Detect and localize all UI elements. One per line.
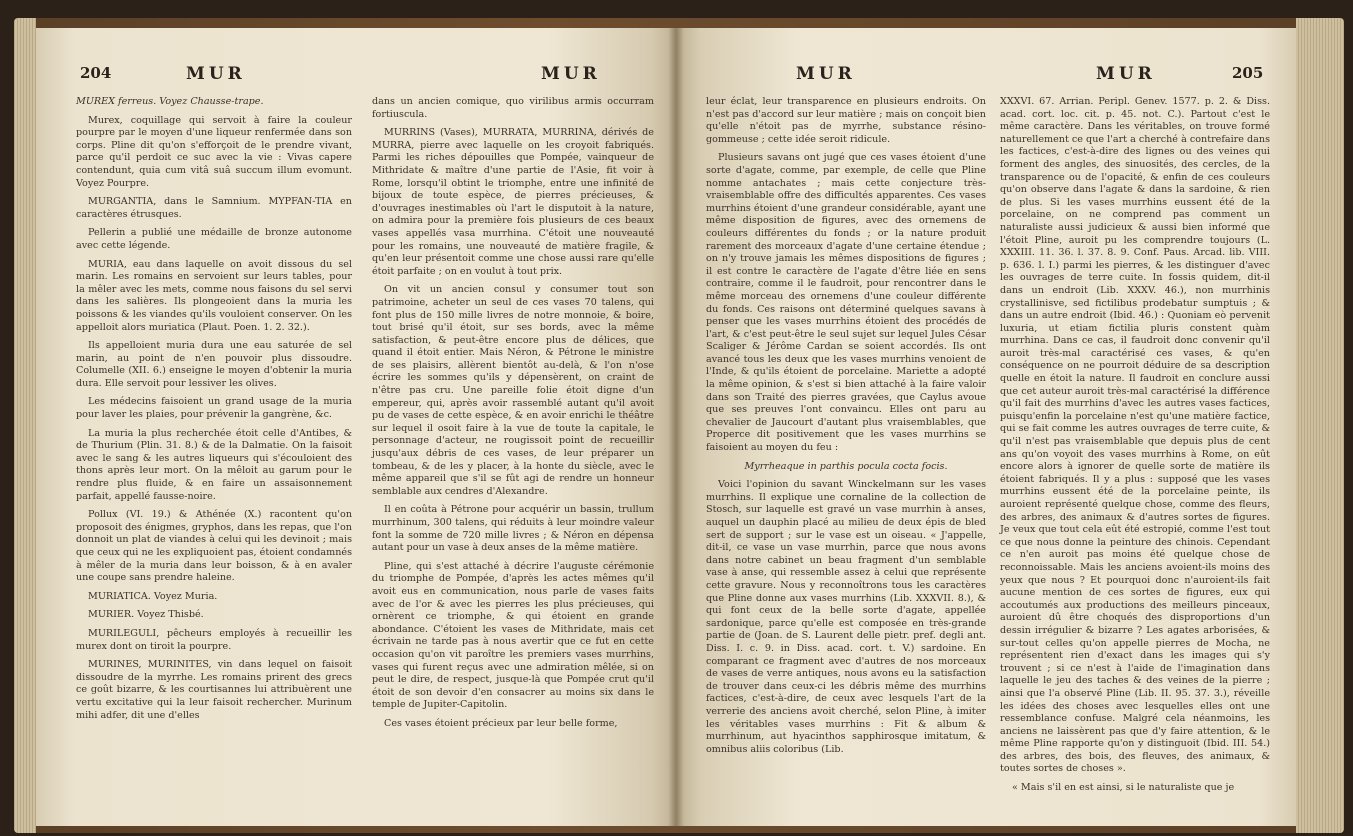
right-column-1: [706, 96, 986, 762]
running-header-right-b: MUR: [1096, 64, 1156, 84]
left-column-2: [372, 96, 654, 737]
entry-murier: MURIER. Voyez Thisbé.: [88, 609, 204, 621]
entry-muria-dura: Ils appelloient muria dura une eau saturée de sel marin, au point de n'en pouvoir plus dissoudre. Columelle (XII. 6.) enseigne le moyen d'obtenir la muria dura. Elle servoit pour lessiver les olives.: [76, 340, 352, 389]
entry-murex: Murex, coquillage qui servoit à faire la couleur pourpre par le moyen d'une liqueur renfermée dans son corps. Pline dit qu'on s'efforçoit de le prendre vivant, parce qu'il perdoit ce suc avec la vie : Vivas capere contendunt, quia cum vitâ suâ succum illum evomunt. Voyez Pourpre.: [76, 114, 352, 189]
entry-pollux: Pollux (VI. 19.) & Athénée (X.) racontent qu'on proposoit des énigmes, gryphos, dans les repas, que l'on donnoit un plat de viandes à celui qui les devinoit ; mais que ceux qui ne les expliquoient pas, étoient condamnés à mêler de la muria dans leur boisson, & à en avaler une coupe sans prendre haleine.: [76, 509, 352, 584]
entry-muriatica: MURIATICA. Voyez Muria.: [88, 590, 218, 602]
entry-murines: MURINES, MURINITES, vin dans lequel on faisoit dissoudre de la myrrhe. Les romains prirent des grecs ce goût bizarre, & les courtisannes lui attribuèrent une vertu excitative qui la leur faisoit rechercher. Murinum mihi adfer, dit une d'elles: [76, 659, 352, 721]
page-number-left: 204: [80, 64, 112, 82]
entry-pline-triomphe: Pline, qui s'est attaché à décrire l'auguste cérémonie du triomphe de Pompée, d'après les actes mêmes qu'il avoit eus en communication, nous parle de vases faits avec de l'or & avec les pierres les plus précieuses, qui ornèrent ce triomphe, & qui étoient en grande abondance. C'étoient les vases de Mithridate, mais cet écrivain ne tarde pas à nous avertir que ce fut en cette occasion qu'on vit paroître les premiers vases murrhins, vases qui furent reçus avec une admiration mêlée, si on peut le dire, de respect, jusque-là que Pompée crut qu'il étoit de son devoir d'en consacrer au moins six dans le temple de Jupiter-Capitolin.: [372, 560, 654, 711]
entry-muria: MURIA, eau dans laquelle on avoit dissous du sel marin. Les romains en servoient sur leurs tables, pour la mêler avec les mets, comme nous faisons du sel servi dans les salières. Ils plongeoient dans la muria les poissons & les viandes qu'ils vouloient conserver. On les appelloit alors muriatica (Plaut. Poen. 1. 2. 32.).: [76, 258, 352, 333]
running-header-left-b: MUR: [541, 64, 601, 84]
open-book: [14, 18, 1344, 833]
entry-caractere: XXXVI. 67. Arrian. Peripl. Genev. 1577. p. 2. & Diss. acad. cort. loc. cit. p. 45. not. C.). Partout c'est le même caractère. Dans les véritables, on trouve formé naturellement ce que l'art a cherché à contrefaire dans les factices, c'est-à-dire des lignes ou des veines qui forment des angles, des sinuosités, des cercles, de la transparence ou de l'opacité, & enfin de ces couleurs qu'on observe dans l'agate & dans la sardoine, & rien de plus. Si les vases murrhins eussent été de la porcelaine, on ne comprend pas comment un naturaliste aussi judicieux & aussi bien informé que l'étoit Pline, auroit pu les comprendre toujours (L. XXXIII. 11. 36. l. 37. 8. 9. Conf. Paus. Arcad. lib. VIII. p. 636. l. I.) parmi les pierres, & les distinguer d'avec les ouvrages de terre cuite. In fossis quidem, dit-il dans un endroit (Lib. XXXV. 46.), non murrhinis crystallinisve, sed fictilibus prodebatur sumptuis ; & dans un autre endroit (Ibid. 46.) : Quoniam eò pervenit luxuria, ut etiam fictilia pluris constent quàm murrhina. Dans ce cas, il faudroit donc convenir qu'il auroit très-mal caractérisé ces vases, & qu'en conséquence on ne pourroit déduire de sa description quelle en étoit la nature. Il faudroit en conclure aussi que cet auteur auroit très-mal caractérisé la différence qu'il fait des murrhins d'avec les autres vases factices, puisqu'enfin la porcelaine n'est qu'une matière factice, qui se fait comme les autres ouvrages de terre cuite, & qu'il n'est pas vraisemblable que depuis plus de cent ans qu'on voyoit des vases murrhins à Rome, on eût encore alors à ignorer de quelle sorte de matière ils étoient fabriqués. Il y a plus : supposé que les vases murrhins eussent été de la porcelaine peinte, ils auroient représenté quelque chose, comme des fleurs, des arbres, des animaux & d'autres sortes de figures. Je veux que tout cela eût été estropié, comme l'est tout ce que nous donne la peinture des chinois. Cependant ce n'en auroit pas moins été quelque chose de reconnoissable. Mais les anciens avoient-ils moins des yeux que nous ? Et pourquoi donc n'auroient-ils fait aucune mention de ces sortes de figures, eux qui accoutumés aux productions des meilleurs pinceaux, auroient dû être choqués des disproportions d'un dessin irrégulier & bizarre ? Les agates arborisées, & sur-tout celles qu'on appelle pierres de Mocha, ne représentent rien d'exact dans les images qui s'y trouvent ; si ce n'est à l'aide de l'imagination dans laquelle le jeu des taches & des veines de la pierre ; ainsi que l'a observé Pline (Lib. II. 95. 37. 3.), réveille les idées des choses avec lesquelles elles ont une ressemblance confuse. Malgré cela néanmoins, les anciens ne laissèrent pas que d'y faire attention, & le même Pline rapporte qu'on y distinguoit (Ibid. III. 54.) des arbres, des bois, des fleuves, des animaux, & toutes sortes de choses ».: [1000, 96, 1270, 775]
entry-winckelmann: Voici l'opinion du savant Winckelmann sur les vases murrhins. Il explique une cornaline de la collection de Stosch, sur laquelle est gravé un vase murrhin à anses, auquel un dauphin placé au milieu de deux épis de bled sert de support ; sur le vase est un oiseau. « J'appelle, dit-il, ce vase un vase murrhin, parce que nous avons dans notre cabinet un beau fragment d'un semblable vase à anse, qui ressemble assez à celui que représente cette gravure. Nous y reconnoîtrons tous les caractères que Pline donne aux vases murrhins (Lib. XXXVII. 8.), & qui font ceux de la belle sorte d'agate, appellée sardonique, parce qu'elle est composée en très-grande partie de (Joan. de S. Laurent delle pietr. pref. degli ant. Diss. I. c. 9. in Diss. acad. cort. t. V.) sardoine. En comparant ce fragment avec d'autres de nos morceaux de vases de verre antiques, nous avons eu la satisfaction de trouver dans ceux-ci les débris même des murrhins factices, c'est-à-dire, de ceux avec lesquels l'art de la verrerie des anciens avoit cherché, selon Pline, à imiter les véritables vases murrhins : Fit & album & murrhinum, aut hyacinthos sapphirosque imitatum, & omnibus aliis coloribus (Lib.: [706, 479, 986, 755]
entry-eclat: leur éclat, leur transparence en plusieurs endroits. On n'est pas d'accord sur leur matière ; mais on conçoit bien qu'elle n'étoit pas de myrrhe, substance résino-gommeuse ; cette idée seroit ridicule.: [706, 96, 986, 145]
right-page: [676, 28, 1296, 826]
page-edges-right: [1296, 18, 1344, 833]
page-edges-left: [14, 18, 36, 833]
running-header-right-a: MUR: [796, 64, 856, 84]
entry-murrins: MURRINS (Vases), MURRATA, MURRINA, dérivés de MURRA, pierre avec laquelle on les croyoit fabriqués. Parmi les riches dépouilles que Pompée, vainqueur de Mithridate & maître d'une partie de l'Asie, fit voir à Rome, lorsqu'il obtint le triomphe, entre une infinité de bijoux de toute espèce, de pierres précieuses, & d'ouvrages inestimables où l'art le disputoit à la nature, on admira pour la première fois plusieurs de ces beaux vases appellés vasa murrhina. C'étoit une nouveauté pour les romains, une nouveauté de matière fragile, & qu'en leur présentoit comme une chose aussi rare qu'elle étoit parfaite ; on en voulut à tout prix.: [372, 127, 654, 277]
right-column-2: [1000, 96, 1270, 801]
entry-murgantia: MURGANTIA, dans le Samnium. MYPFAN-TIA en caractères étrusques.: [76, 196, 352, 220]
entry-savans: Plusieurs savans ont jugé que ces vases étoient d'une sorte d'agate, comme, par exemple, de celle que Pline nomme antachates ; mais cette conjecture très-vraisemblable offre des difficultés apparentes. Ces vases murrhins étoient d'une grandeur considérable, ayant une même disposition de figures, avec des ornemens de couleurs différentes du fonds ; or la nature produit rarement des morceaux d'agate d'une certaine étendue ; on n'y trouve jamais les mêmes dispositions de figures ; il est contre le caractère de l'agate d'être liée en sens contraire, comme il le faudroit, pour rencontrer dans le même morceau des ornemens d'une couleur différente du fonds. Ces raisons ont déterminé quelques savans à penser que les vases murrhins étoient des procédés de l'art, & c'est peut-être le seul sujet sur lequel Jules César Scaliger & Jérôme Cardan se soient accordés. Ils ont avancé tous les deux que les vases murrhins venoient de l'Inde, & qu'ils étoient de porcelaine. Mariette a adopté la même opinion, & s'est si bien attaché à la faire valoir dans son Traité des pierres gravées, que Caylus avoue que ses preuves l'ont convaincu. Elles ont paru au chevalier de Jaucourt d'autant plus vraisemblables, que Properce dit positivement que les vases murrhins se faisoient au moyen du feu :: [706, 152, 986, 454]
book-gutter: [668, 28, 684, 826]
entry-petrone: Il en coûta à Pétrone pour acquérir un bassin, trullum murrhinum, 300 talens, qui réduits à leur moindre valeur font la somme de 720 mille livres ; & Néron en dépensa autant pour un vase à deux anses de la même matière.: [372, 504, 654, 554]
entry-consul: On vit un ancien consul y consumer tout son patrimoine, acheter un seul de ces vases 70 talens, qui font plus de 150 mille livres de notre monnoie, & boire, tout brisé qu'il étoit, sur ses bords, avec la même satisfaction, & peut-être encore plus de délices, que quand il étoit entier. Mais Néron, & Pétrone le ministre de ses plaisirs, allèrent bientôt au-delà, & l'on n'ose écrire les sommes qu'ils y dépensèrent, on craint de n'être pas cru. Une pareille folie étoit digne d'un empereur, qui, après avoir rassemblé autant qu'il avoit pu de vases de cette espèce, & en avoir enrichi le théâtre sur lequel il osoit faire à la vue de toute la capitale, le personnage d'acteur, ne rougissoit point de recueillir jusqu'aux débris de ces vases, de leur préparer un tombeau, & de les y placer, à la honte du siècle, avec le même appareil que s'il se fût agi de rendre un honneur semblable aux cendres d'Alexandre.: [372, 284, 654, 497]
page-number-right: 205: [1232, 64, 1264, 82]
entry-murex-ferreus: MUREX ferreus. Voyez Chausse-trape.: [76, 96, 264, 107]
entry-murileguli: MURILEGULI, pêcheurs employés à recueillir les murex dont on tiroit la pourpre.: [76, 627, 352, 652]
entry-murgantia-note: Pellerin a publié une médaille de bronze autonome avec cette légende.: [76, 227, 352, 251]
verse-properce: Myrrheaque in parthis pocula cocta focis.: [744, 460, 948, 472]
entry-mais-sil: « Mais s'il en est ainsi, si le naturaliste que je: [1012, 782, 1235, 794]
entry-comique: dans un ancien comique, quo virilibus armis occurram fortiuscula.: [372, 96, 654, 120]
running-header-left-a: MUR: [186, 64, 246, 84]
entry-vases-precieux: Ces vases étoient précieux par leur belle forme,: [384, 717, 618, 729]
left-page: [36, 28, 676, 826]
left-column-1: [76, 96, 352, 728]
entry-muria-antibes: La muria la plus recherchée étoit celle d'Antibes, & de Thurium (Plin. 31. 8.) & de la Dalmatie. On la faisoit avec le sang & les autres liqueurs qui s'écouloient des thons après leur mort. On la mêloit au garum pour le rendre plus fluide, & en faire un assaisonnement parfait, appellé fausse-noire.: [76, 427, 352, 502]
entry-muria-medecins: Les médecins faisoient un grand usage de la muria pour laver les plaies, pour prévenir la gangrène, &c.: [76, 396, 352, 421]
